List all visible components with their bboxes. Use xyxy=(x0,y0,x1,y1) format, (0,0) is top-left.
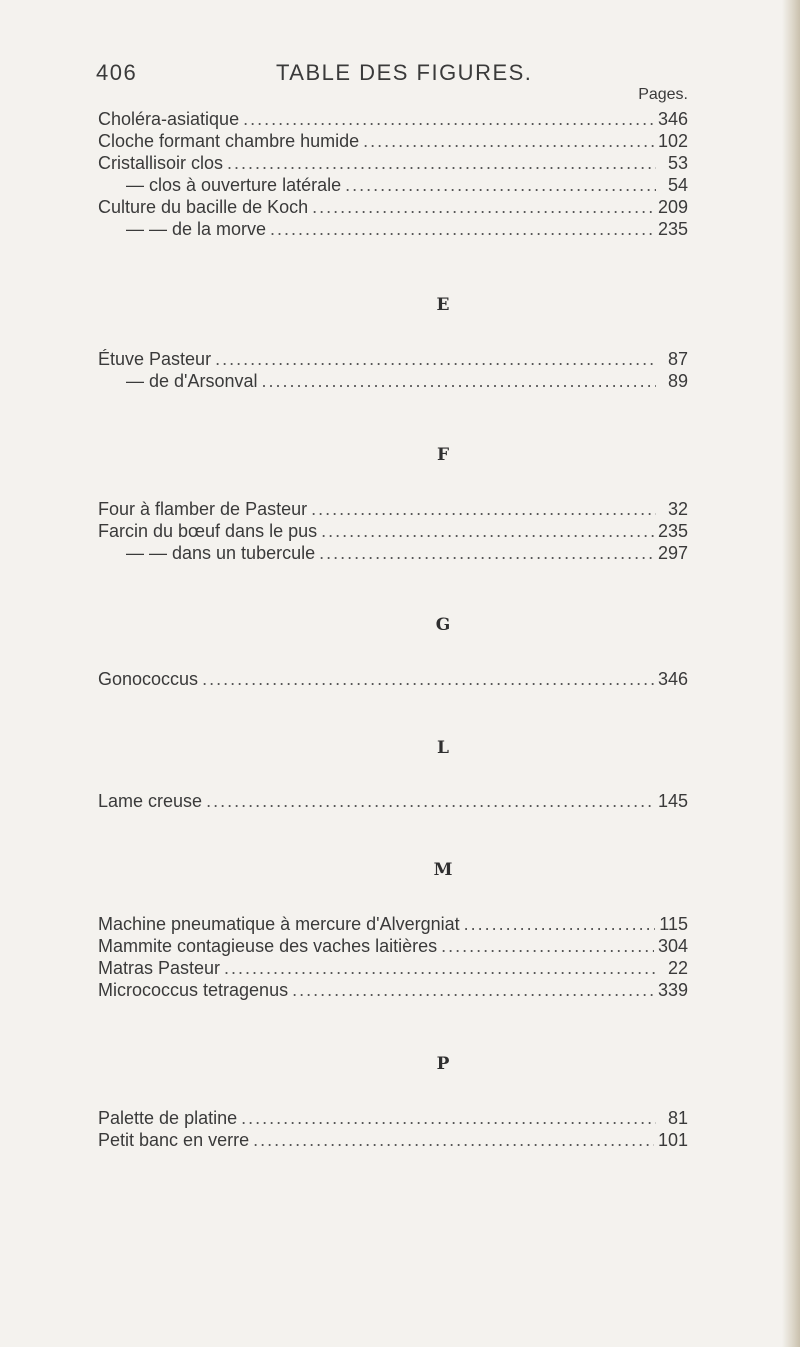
list-item: Farcin du bœuf dans le pus ..... 235 xyxy=(98,518,688,544)
list-item: Cristallisoir clos ..... 53 xyxy=(98,150,688,176)
list-item: Étuve Pasteur ..... 87 xyxy=(98,346,688,372)
list-item: Petit banc en verre ..... 101 xyxy=(98,1127,688,1153)
list-item: — clos à ouverture latérale ..... 54 xyxy=(98,172,688,198)
page-title: TABLE DES FIGURES. xyxy=(276,60,533,85)
list-item: Matras Pasteur ..... 22 xyxy=(98,955,688,981)
list-item: Palette de platine ..... 81 xyxy=(98,1105,688,1131)
list-item: — — dans un tubercule ..... 297 xyxy=(98,540,688,566)
list-item: Cloche formant chambre humide ..... 102 xyxy=(98,128,688,154)
section-heading: P xyxy=(436,1054,450,1074)
section-heading: M xyxy=(433,860,453,880)
page-number: 406 xyxy=(96,60,138,85)
pages-column-label: Pages. xyxy=(638,86,688,103)
section-heading: L xyxy=(437,738,449,758)
page-edge-shadow xyxy=(782,0,800,1347)
list-item: — de d'Arsonval ..... 89 xyxy=(98,368,688,394)
list-item: Machine pneumatique à mercure d'Alvergniat ..... 115 xyxy=(98,911,688,937)
list-item: Choléra-asiatique ..... 346 xyxy=(98,106,688,132)
list-item: — — de la morve ..... 235 xyxy=(98,216,688,242)
list-item: Micrococcus tetragenus ..... 339 xyxy=(98,977,688,1003)
list-item: Culture du bacille de Koch ..... 209 xyxy=(98,194,688,220)
list-item: Four à flamber de Pasteur ..... 32 xyxy=(98,496,688,522)
list-item: Mammite contagieuse des vaches laitières ..... 304 xyxy=(98,933,688,959)
list-item: Gonococcus ..... 346 xyxy=(98,666,688,692)
section-heading: F xyxy=(436,445,450,465)
section-heading: G xyxy=(435,615,451,635)
section-heading: E xyxy=(436,295,450,315)
list-item: Lame creuse ..... 145 xyxy=(98,788,688,814)
